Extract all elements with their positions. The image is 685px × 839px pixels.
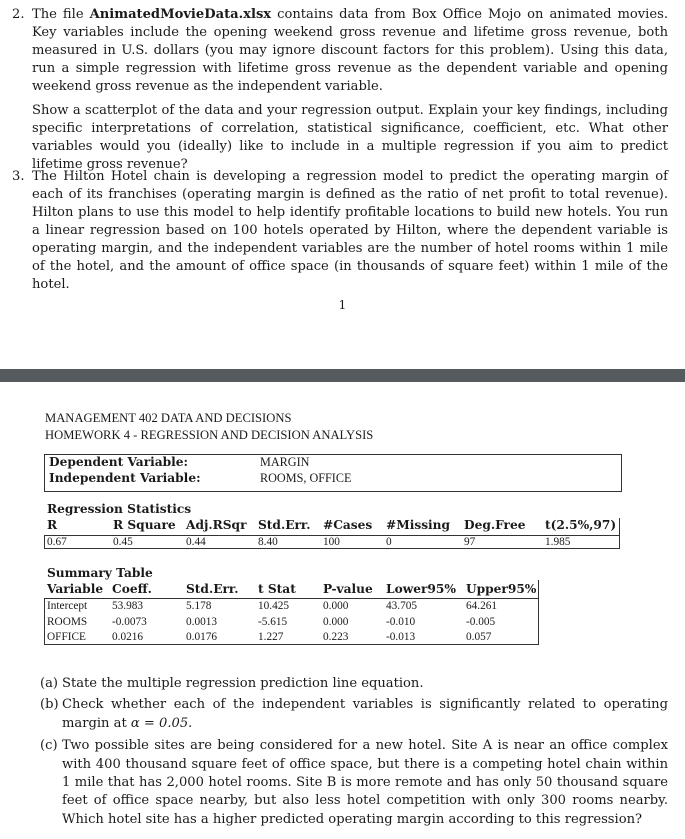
page-header xyxy=(45,410,373,444)
summary-header-cell: Coeff. xyxy=(112,582,152,596)
dependent-variable-label: Dependent Variable: xyxy=(49,455,189,469)
summary-cell: 0.223 xyxy=(323,631,349,643)
stats-value-cell: 100 xyxy=(323,536,340,548)
summary-header-cell: Lower95% xyxy=(386,582,456,596)
stats-value-cell: 0.67 xyxy=(47,536,67,548)
summary-divider xyxy=(44,598,538,599)
summary-cell: 0.0176 xyxy=(186,631,218,643)
stats-left-border xyxy=(44,535,45,549)
summary-cell: 43.705 xyxy=(386,600,418,612)
summary-cell: 53.983 xyxy=(112,600,144,612)
stats-header-cell: #Missing xyxy=(386,518,451,532)
stats-right-border xyxy=(619,518,620,549)
summary-cell: 5.178 xyxy=(186,600,212,612)
summary-cell: -0.0073 xyxy=(112,615,147,628)
summary-cell: 10.425 xyxy=(258,600,290,612)
stats-value-cell: 0.44 xyxy=(186,536,206,548)
summary-cell: 0.057 xyxy=(466,631,492,643)
summary-cell: ROOMS xyxy=(47,615,88,628)
summary-cell: 0.000 xyxy=(323,600,349,612)
summary-left-border xyxy=(44,598,45,644)
stats-header-cell: R Square xyxy=(113,518,176,532)
stats-header-cell: Adj.RSqr xyxy=(186,518,247,532)
question-2-paragraph-1: The file AnimatedMovieData.xlsx contains data from Box Office Mojo on animated movies. Key variables include the opening weekend gross revenue and lifetime gross revenue, both measured in U.S. dollars (you may ignore discount factors for this problem). Using this data, run a simple regression with lifetime gross revenue as the dependent variable and opening weekend gross revenue as the independent variable. xyxy=(32,7,668,94)
stats-header-cell: R xyxy=(47,518,58,532)
page-1 xyxy=(0,0,685,340)
part-c: (c) Two possible sites are being considered for a new hotel. Site A is near an office complex with 400 thousand square feet of office space, but there is a competing hotel chain within 1 mile that has 2,000 hotel rooms. Site B is more remote and has only 50 thousand square feet of office space nearby, but also less hotel competition with only 300 rooms nearby. Which hotel site has a higher predicted operating margin according to this regression? xyxy=(40,738,668,827)
question-2-paragraph-2: Show a scatterplot of the data and your regression output. Explain your key findings, including specific interpretations of correlation, statistical significance, coefficient, etc. What other variables would you (ideally) like to include in a multiple regression if you aim to predict lifetime gross revenue? xyxy=(32,103,668,172)
summary-cell: -0.005 xyxy=(466,615,496,628)
summary-cell: -5.615 xyxy=(258,615,288,628)
homework-title: HOMEWORK 4 - REGRESSION AND DECISION ANALYSIS xyxy=(45,428,374,442)
filename: AnimatedMovieData.xlsx xyxy=(89,7,272,22)
summary-header-cell: P-value xyxy=(323,582,373,596)
summary-header-cell: Std.Err. xyxy=(186,582,239,596)
question-2 xyxy=(12,6,668,174)
stats-value-cell: 8.40 xyxy=(258,536,278,548)
page-number: 1 xyxy=(338,298,347,312)
stats-bottom-border xyxy=(44,548,620,549)
independent-variable-label: Independent Variable: xyxy=(49,471,201,485)
regression-statistics-title: Regression Statistics xyxy=(47,502,192,516)
stats-header-cell: Deg.Free xyxy=(464,518,526,532)
summary-cell: OFFICE xyxy=(47,631,86,643)
part-b: (b) Check whether each of the independent variables is significantly related to operating margin at α = 0.05. xyxy=(40,697,668,731)
summary-cell: 0.000 xyxy=(323,615,349,628)
summary-cell: -0.013 xyxy=(386,631,416,643)
course-title: MANAGEMENT 402 DATA AND DECISIONS xyxy=(45,411,292,425)
stats-value-cell: 1.985 xyxy=(545,536,571,548)
question-3-paragraph: The Hilton Hotel chain is developing a regression model to predict the operating margin of each of its franchises (operating margin is defined as the ratio of net profit to total revenue). Hilton plans to use this model to help identify profitable locations to build new hotels. You run a linear regression based on 100 hotels operated by Hilton, where the dependent variable is operating margin, and the independent variables are the number of hotel rooms within 1 mile of the hotel, and the amount of office space (in thousands of square feet) within 1 mile of the hotel. xyxy=(32,169,668,292)
stats-header-cell: Std.Err. xyxy=(258,518,311,532)
summary-cell: 0.0013 xyxy=(186,615,218,628)
summary-header-cell: Variable xyxy=(47,582,104,596)
summary-cell: 0.0216 xyxy=(112,631,144,643)
summary-right-border xyxy=(538,580,539,644)
summary-cell: -0.010 xyxy=(386,615,416,628)
summary-cell: 64.261 xyxy=(466,600,498,612)
summary-cell: 1.227 xyxy=(258,631,284,643)
summary-bottom-border xyxy=(44,644,539,645)
question-3 xyxy=(12,168,668,294)
stats-value-cell: 97 xyxy=(464,536,476,548)
question-number: 2. xyxy=(12,7,25,22)
summary-header-cell: t Stat xyxy=(258,582,296,596)
question-number: 3. xyxy=(12,169,25,184)
part-a: (a) State the multiple regression prediction line equation. xyxy=(40,676,424,691)
page-separator xyxy=(0,369,685,382)
alpha-level: α = 0.05. xyxy=(130,715,193,731)
stats-header-cell: t(2.5%,97) xyxy=(545,518,617,532)
stats-value-cell: 0.45 xyxy=(113,536,133,548)
stats-header-cell: #Cases xyxy=(323,518,373,532)
independent-variable-value: ROOMS, OFFICE xyxy=(260,471,352,485)
question-parts xyxy=(40,675,668,832)
summary-cell: Intercept xyxy=(47,600,88,612)
summary-header-cell: Upper95% xyxy=(466,582,537,596)
dependent-variable-value: MARGIN xyxy=(260,455,310,469)
summary-table-title: Summary Table xyxy=(47,566,153,580)
stats-value-cell: 0 xyxy=(386,536,392,548)
